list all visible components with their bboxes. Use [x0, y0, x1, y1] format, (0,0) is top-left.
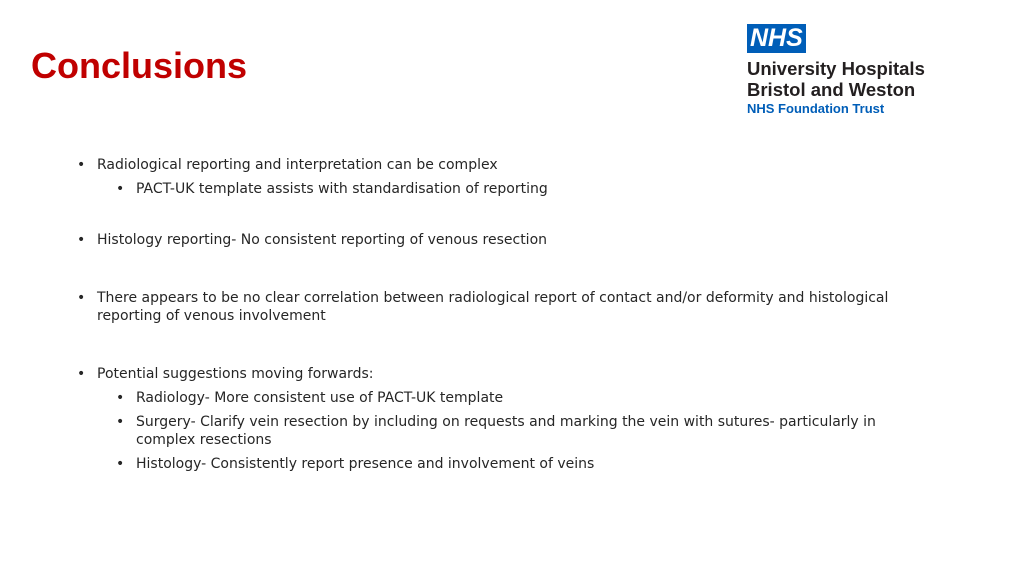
sub-bullet-text: Histology- Consistently report presence and involvement of veins: [136, 456, 595, 472]
sub-bullet-text: Surgery- Clarify vein resection by including on requests and marking the vein with sutures- particularly in complex resections: [136, 414, 876, 448]
sub-bullet-item: [77, 455, 937, 473]
sub-bullet-text: PACT-UK template assists with standardisation of reporting: [136, 181, 548, 197]
logo-line-2: Bristol and Weston: [747, 79, 916, 100]
bullet-dot: •: [116, 456, 125, 472]
nhs-badge: NHS: [747, 24, 806, 53]
bullet-dot: •: [77, 290, 86, 306]
sub-bullet-item: [77, 413, 937, 449]
bullet-text: Potential suggestions moving forwards:: [97, 366, 374, 382]
slide-title: Conclusions: [31, 45, 248, 86]
logo-trust-line: NHS Foundation Trust: [747, 101, 885, 116]
bullet-dot: •: [116, 390, 125, 406]
logo-line-1: University Hospitals: [747, 58, 925, 79]
bullet-item: [77, 156, 937, 174]
bullet-dot: •: [77, 157, 86, 173]
bullet-dot: •: [116, 414, 125, 430]
bullet-item: [77, 231, 937, 249]
bullet-text: There appears to be no clear correlation between radiological report of contact and/or deformity and histological reporting of venous involvement: [97, 290, 889, 324]
sub-bullet-item: [77, 389, 937, 407]
bullet-text: Radiological reporting and interpretation can be complex: [97, 157, 498, 173]
bullet-dot: •: [77, 232, 86, 248]
bullet-text: Histology reporting- No consistent reporting of venous resection: [97, 232, 548, 248]
bullet-dot: •: [116, 181, 125, 197]
bullet-item: [77, 365, 937, 383]
sub-bullet-item: [77, 180, 937, 198]
bullet-item: [77, 289, 937, 325]
bullet-dot: •: [77, 366, 86, 382]
nhs-logo: [747, 24, 947, 119]
sub-bullet-text: Radiology- More consistent use of PACT-UK template: [136, 390, 504, 406]
bullet-list: [77, 156, 937, 473]
